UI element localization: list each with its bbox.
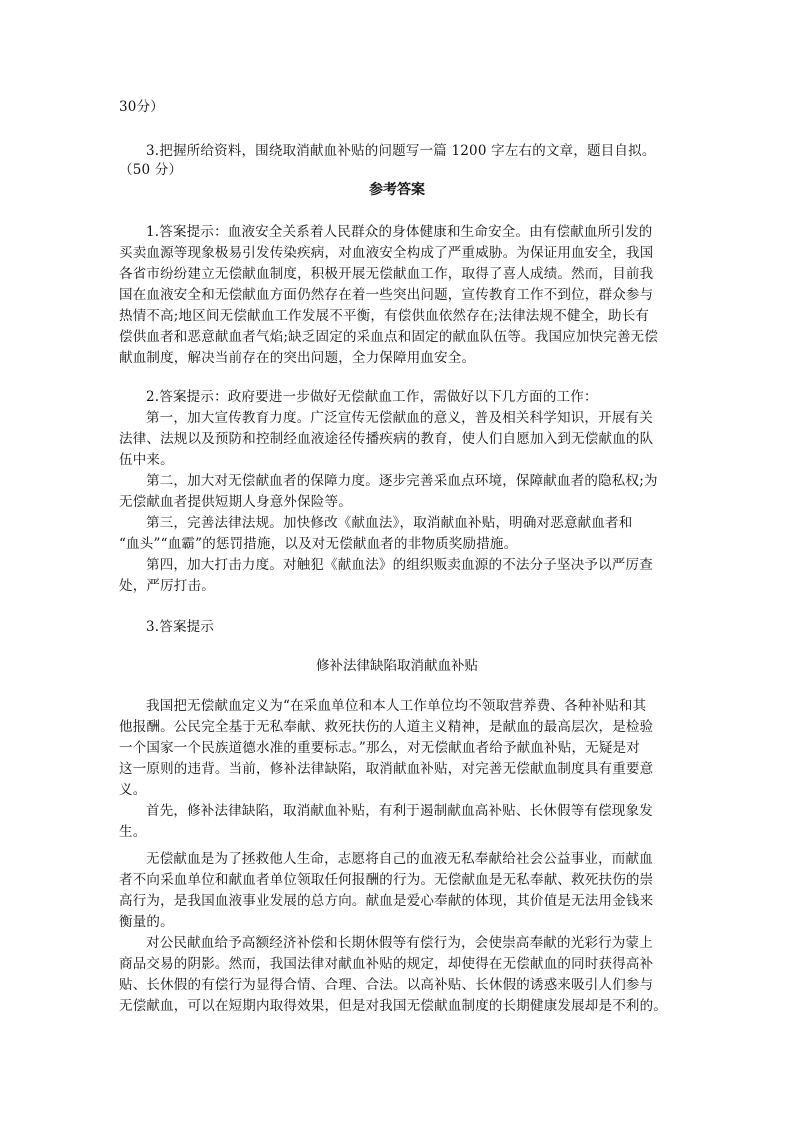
question-3-text: 3.把握所给资料，围绕取消献血补贴的问题写一篇 1200 字左右的文章，题目自拟。 — [146, 143, 656, 159]
answer-1-line: 买卖血源等现象极易引发传染疾病，对血液安全构成了严重威胁。为保证用血安全，我国 — [119, 245, 654, 261]
essay-line: 无偿献血是为了拯救他人生命，志愿将自己的血液无私奉献给社会公益事业，而献血 — [146, 851, 653, 867]
essay-line: 对公民献血给予高额经济补偿和长期休假等有偿行为，会使崇高奉献的光彩行为蒙上 — [146, 935, 653, 951]
answer-3-label: 3.答案提示 — [146, 619, 215, 635]
answer-1-line: 偿供血者和恶意献血者气焰;缺乏固定的采血点和固定的献血队伍等。我国应加快完善无偿 — [119, 329, 659, 345]
answer-1-line: 1.答案提示：血液安全关系着人民群众的身体健康和生命安全。由有偿献血所引发的 — [146, 224, 653, 240]
answer-2-line: 第三，完善法律法规。加快修改《献血法》，取消献血补贴，明确对恶意献血者和 — [146, 515, 633, 531]
essay-line: 这一原则的违背。当前，修补法律缺陷，取消献血补贴，对完善无偿献血制度具有重要意 — [119, 761, 654, 777]
answer-1-line: 国在血液安全和无偿献血方面仍然存在着一些突出问题，宣传教育工作不到位，群众参与 — [119, 287, 654, 303]
answer-2-line: 第一，加大宣传教育力度。广泛宣传无偿献血的意义，普及相关科学知识，开展有关 — [146, 410, 653, 426]
essay-line: 生。 — [119, 824, 147, 840]
essay-line: 他报酬。公民完全基于无私奉献、救死扶伤的人道主义精神，是献血的最高层次，是检验 — [119, 719, 654, 735]
essay-title: 修补法律缺陷取消献血补贴 — [316, 658, 478, 674]
essay-line: 衡量的。 — [119, 914, 174, 930]
answer-2-line: 处，严厉打击。 — [119, 578, 215, 594]
answer-2-line: 无偿献血者提供短期人身意外保险等。 — [119, 494, 352, 510]
essay-line: 我国把无偿献血定义为“在采血单位和本人工作单位均不领取营养费、各种补贴和其 — [146, 698, 647, 714]
text-line: 30分） — [119, 99, 164, 115]
answer-1-line: 各省市纷纷建立无偿献血制度，积极开展无偿献血工作，取得了喜人成绩。然而，目前我 — [119, 266, 654, 282]
answer-1-line: 献血制度，解决当前存在的突出问题，全力保障用血安全。 — [119, 350, 476, 366]
essay-line: 商品交易的阴影。然而，我国法律对献血补贴的规定，却使得在无偿献血的同时获得高补 — [119, 956, 654, 972]
essay-line: 贴、长休假的有偿行为显得合情、合理、合法。以高补贴、长休假的诱惑来吸引人们参与 — [119, 977, 654, 993]
answer-2-line: 第二，加大对无偿献血者的保障力度。逐步完善采血点环境，保障献血者的隐私权;为 — [146, 473, 658, 489]
answer-2-line: 法律、法规以及预防和控制经血液途径传播疾病的教育，使人们自愿加入到无偿献血的队 — [119, 431, 654, 447]
answer-2-intro: 2.答案提示：政府要进一步做好无偿献血工作，需做好以下几方面的工作： — [146, 389, 598, 405]
answer-2-line: 第四，加大打击力度。对触犯《献血法》的组织贩卖血源的不法分子坚决予以严厉查 — [146, 557, 653, 573]
essay-line: 义。 — [119, 782, 147, 798]
answer-2-line: 伍中来。 — [119, 452, 174, 468]
answers-heading: 参考答案 — [369, 182, 425, 198]
question-3-score: （50 分） — [119, 162, 183, 178]
essay-line: 一个国家一个民族道德水准的重要标志。”那么，对无偿献血者给予献血补贴，无疑是对 — [119, 740, 640, 756]
essay-line: 高行为，是我国血液事业发展的总方向。献血是爱心奉献的体现，其价值是无法用金钱来 — [119, 893, 654, 909]
answer-2-line: “血头”“血霸”的惩罚措施，以及对无偿献血者的非物质奖励措施。 — [119, 536, 518, 552]
essay-line: 首先，修补法律缺陷，取消献血补贴，有利于遏制献血高补贴、长休假等有偿现象发 — [146, 803, 653, 819]
essay-line: 者不向采血单位和献血者单位领取任何报酬的行为。无偿献血是无私奉献、救死扶伤的崇 — [119, 872, 654, 888]
answer-1-line: 热情不高;地区间无偿献血工作发展不平衡，有偿供血依然存在;法律法规不健全，助长有 — [119, 308, 650, 324]
essay-line: 无偿献血，可以在短期内取得效果，但是对我国无偿献血制度的长期健康发展却是不利的。 — [119, 998, 667, 1014]
